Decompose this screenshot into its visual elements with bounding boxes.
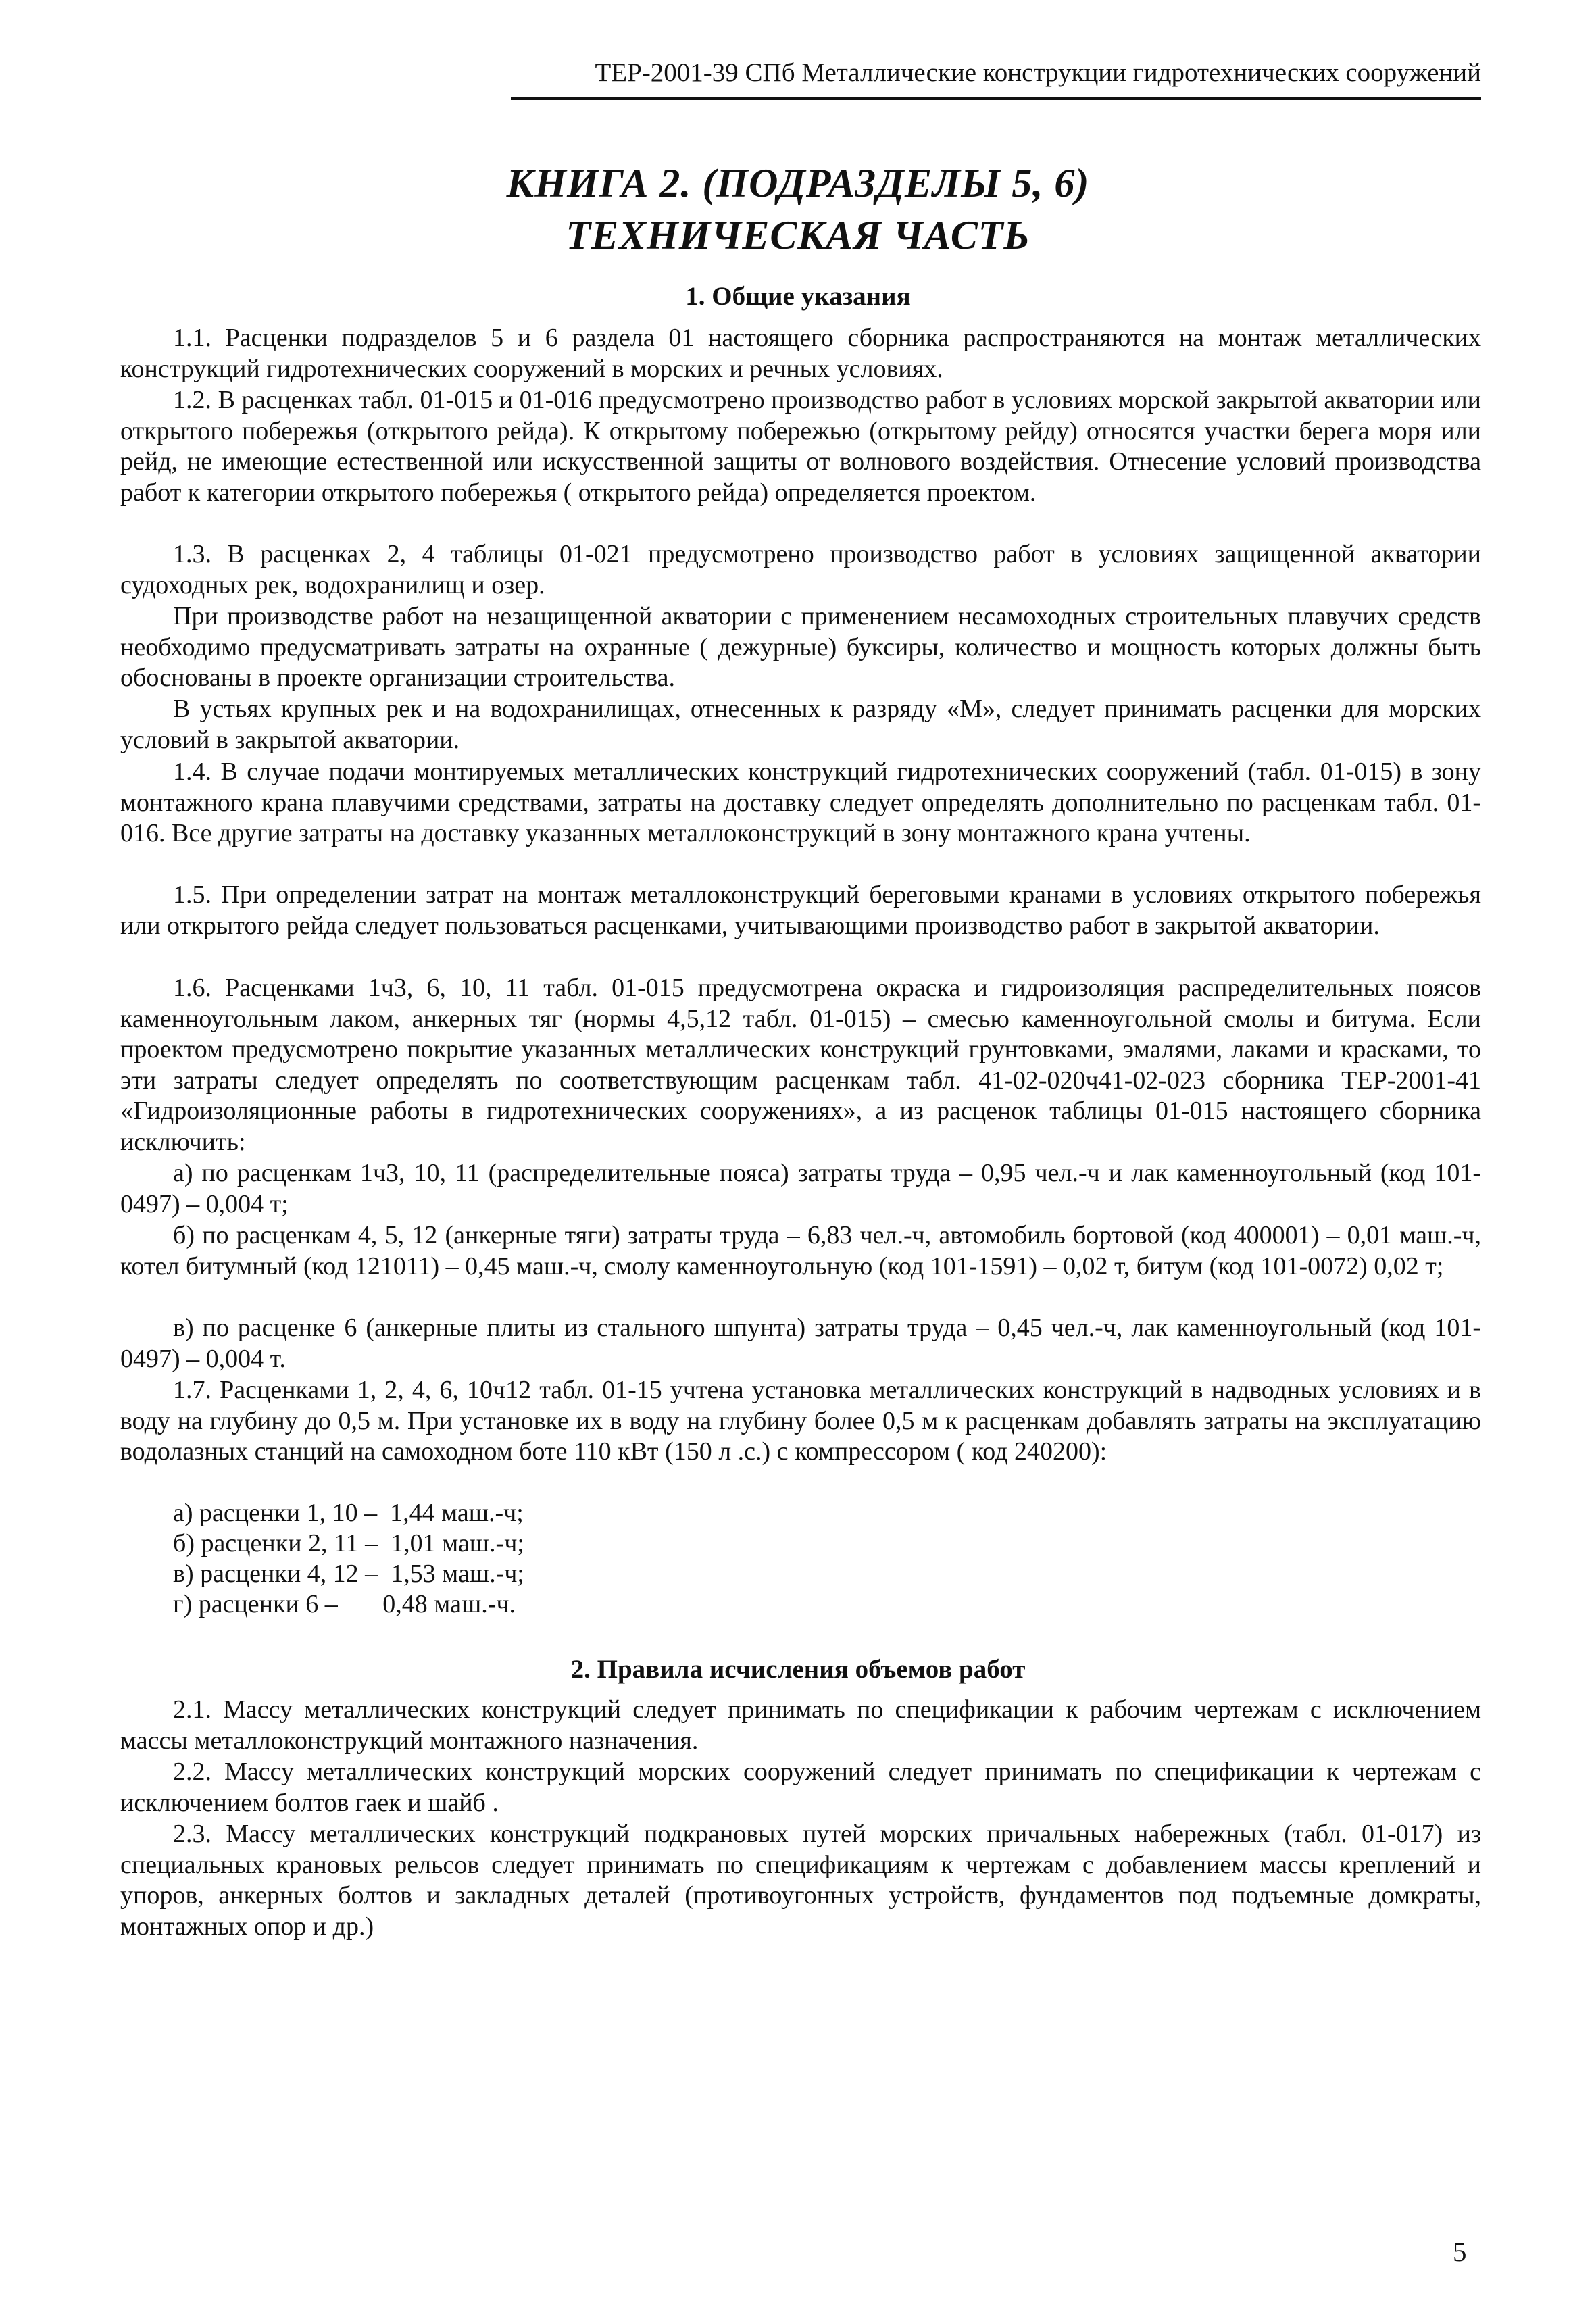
paragraph-1-2: 1.2. В расценках табл. 01-015 и 01-016 предусмотрено производство работ в условиях морской закрытой акватории или открытого побережья (открытого рейда). К открытому побережью (открытому рейду) относятся участки берега моря или рейд, не имеющие естественной или искусственной защиты от волнового воздействия. Отнесение условий производства работ к категории открытого побережья ( открытого рейда) определяется проектом. — [120, 386, 1481, 507]
paragraph-1-3: 1.3. В расценках 2, 4 таблицы 01-021 предусмотрено производство работ в условиях защищенной акватории судоходных рек, водохранилищ и озер. — [120, 540, 1481, 599]
running-header: ТЕР-2001-39 СПб Металлические конструкции гидротехнических сооружений — [595, 58, 1481, 87]
paragraph-1-3-vessels: При производстве работ на незащищенной акватории с применением несамоходных строительных плавучих средств необходимо предусматривать затраты на охранные ( дежурные) буксиры, количество и мощность которых должны быть обоснованы в проекте организации строительства. — [120, 602, 1481, 692]
paragraph-1-6-a: а) по расценкам 1ч3, 10, 11 (распределительные пояса) затраты труда – 0,95 чел.-ч и лак каменноугольный (код 101-0497) – 0,004 т; — [120, 1159, 1481, 1218]
diver-rate-item-a: а) расценки 1, 10 – 1,44 маш.-ч; — [173, 1499, 524, 1527]
diver-rate-item-d: г) расценки 6 – 0,48 маш.-ч. — [173, 1590, 516, 1618]
diver-rate-item-c: в) расценки 4, 12 – 1,53 маш.-ч; — [173, 1560, 524, 1588]
paragraph-1-7: 1.7. Расценками 1, 2, 4, 6, 10ч12 табл. 01-15 учтена установка металлических конструкций в надводных условиях и в воду на глубину до 0,5 м. При установке их в воду на глубину более 0,5 м к расценкам добавлять затраты на эксплуатацию водолазных станций на самоходном боте 110 кВт (150 л .с.) с компрессором ( код 240200): — [120, 1376, 1481, 1466]
paragraph-1-1: 1.1. Расценки подразделов 5 и 6 раздела 01 настоящего сборника распространяются на монтаж металлических конструкций гидротехнических сооружений в морских и речных условиях. — [120, 324, 1481, 383]
diver-rate-item-b: б) расценки 2, 11 – 1,01 маш.-ч; — [173, 1529, 524, 1558]
section-heading-volume-rules: 2. Правила исчисления объемов работ — [570, 1655, 1026, 1684]
section-heading-general: 1. Общие указания — [685, 282, 911, 311]
book-title: КНИГА 2. (ПОДРАЗДЕЛЫ 5, 6) — [506, 161, 1090, 205]
page-number: 5 — [1453, 2236, 1467, 2267]
paragraph-2-3: 2.3. Массу металлических конструкций подкрановых путей морских причальных набережных (табл. 01-017) из специальных крановых рельсов следует принимать по спецификациям к чертежам с добавлением массы креплений и упоров, анкерных болтов и закладных деталей (противоугонных устройств, фундаментов под подъемные домкраты, монтажных опор и др.) — [120, 1820, 1481, 1941]
header-rule — [511, 97, 1481, 100]
part-title: ТЕХНИЧЕСКАЯ ЧАСТЬ — [566, 213, 1030, 257]
paragraph-1-6: 1.6. Расценками 1ч3, 6, 10, 11 табл. 01-015 предусмотрена окраска и гидроизоляция распределительных поясов каменноугольным лаком, анкерных тяг (нормы 4,5,12 табл. 01-015) – смесью каменноугольной смолы и битума. Если проектом предусмотрено покрытие указанных металлических конструкций грунтовками, эмалями, лаками и красками, то эти затраты следует определять по соответствующим расценкам табл. 41-02-020ч41-02-023 сборника ТЕР-2001-41 «Гидроизоляционные работы в гидротехнических сооружениях», а из расценок таблицы 01-015 настоящего сборника исключить: — [120, 974, 1481, 1156]
paragraph-1-6-b: б) по расценкам 4, 5, 12 (анкерные тяги) затраты труда – 6,83 чел.-ч, автомобиль бортовой (код 400001) – 0,01 маш.-ч, котел битумный (код 121011) – 0,45 маш.-ч, смолу каменноугольную (код 101-1591) – 0,02 т, битум (код 101-0072) 0,02 т; — [120, 1221, 1481, 1280]
paragraph-1-6-c: в) по расценке 6 (анкерные плиты из стального шпунта) затраты труда – 0,45 чел.-ч, лак каменноугольный (код 101-0497) – 0,004 т. — [120, 1314, 1481, 1373]
paragraph-2-1: 2.1. Массу металлических конструкций следует принимать по спецификации к рабочим чертежам с исключением массы металлоконструкций монтажного назначения. — [120, 1695, 1481, 1755]
paragraph-1-5: 1.5. При определении затрат на монтаж металлоконструкций береговыми кранами в условиях открытого побережья или открытого рейда следует пользоваться расценками, учитывающими производство работ в закрытой акватории. — [120, 880, 1481, 940]
paragraph-1-3-rivers: В устьях крупных рек и на водохранилищах, отнесенных к разряду «М», следует принимать расценки для морских условий в закрытой акватории. — [120, 695, 1481, 754]
paragraph-2-2: 2.2. Массу металлических конструкций морских сооружений следует принимать по спецификации к чертежам с исключением болтов гаек и шайб . — [120, 1758, 1481, 1817]
paragraph-1-4: 1.4. В случае подачи монтируемых металлических конструкций гидротехнических сооружений (табл. 01-015) в зону монтажного крана плавучими средствами, затраты на доставку следует определять дополнительно по расценкам табл. 01-016. Все другие затраты на доставку указанных металлоконструкций в зону монтажного крана учтены. — [120, 757, 1481, 847]
